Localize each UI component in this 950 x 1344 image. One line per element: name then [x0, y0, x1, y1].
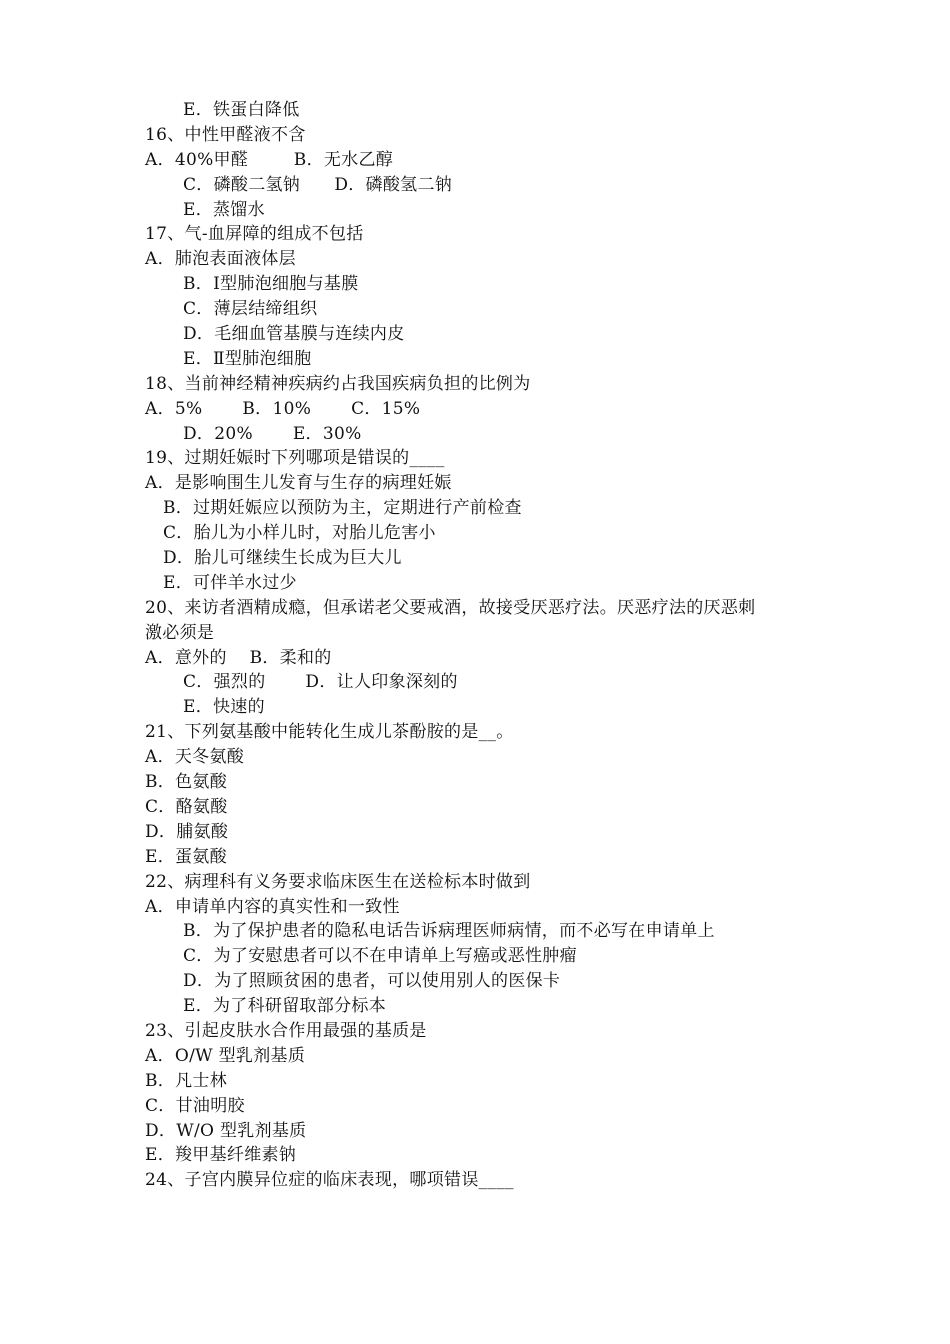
answer-option-line: B．为了保护患者的隐私电话告诉病理医师病情，而不必写在申请单上: [183, 921, 715, 942]
answer-option-line: A．肺泡表面液体层: [145, 249, 296, 270]
question-stem: 22、病理科有义务要求临床医生在送检标本时做到: [145, 871, 531, 892]
answer-option-line: A．O/W 型乳剂基质: [145, 1045, 306, 1066]
answer-option-line: D．为了照顾贫困的患者，可以使用别人的医保卡: [183, 971, 561, 992]
answer-option-line: A．天冬氨酸: [145, 747, 245, 768]
answer-option-line: B．凡士林: [145, 1070, 227, 1091]
question-stem: 20、来访者酒精成瘾，但承诺老父要戒酒，故接受厌恶疗法。厌恶疗法的厌恶刺: [145, 597, 756, 618]
answer-option-line: B．过期妊娠应以预防为主，定期进行产前检查: [163, 498, 522, 519]
question-stem: 23、引起皮肤水合作用最强的基质是: [145, 1020, 427, 1041]
answer-option-line: C．磷酸二氢钠 D．磷酸氢二钠: [183, 174, 453, 195]
answer-option-line: A．是影响围生儿发育与生存的病理妊娠: [145, 473, 452, 494]
answer-option-line: E．可伴羊水过少: [163, 572, 297, 593]
answer-option-line: E．蛋氨酸: [145, 846, 227, 867]
answer-option-line: C．为了安慰患者可以不在申请单上写癌或恶性肿瘤: [183, 946, 577, 967]
question-stem: 18、当前神经精神疾病约占我国疾病负担的比例为: [145, 373, 531, 394]
answer-option-line: D．W/O 型乳剂基质: [145, 1120, 307, 1141]
answer-option-line: D．胎儿可继续生长成为巨大儿: [163, 548, 402, 569]
answer-option-line: C．酪氨酸: [145, 796, 228, 817]
answer-option-line: E．蒸馏水: [183, 199, 265, 220]
answer-option-line: E．快速的: [183, 697, 265, 718]
answer-option-line: B．色氨酸: [145, 772, 227, 793]
question-stem: 17、气-血屏障的组成不包括: [145, 224, 364, 245]
answer-option-line: A．申请单内容的真实性和一致性: [145, 896, 400, 917]
question-stem: 24、子宫内膜异位症的临床表现，哪项错误____: [145, 1170, 514, 1191]
answer-option-line: A．意外的 B．柔和的: [145, 647, 332, 668]
question-stem: 16、中性甲醛液不含: [145, 124, 306, 145]
answer-option-line: C．胎儿为小样儿时，对胎儿危害小: [163, 523, 436, 544]
answer-option-line: B．Ⅰ型肺泡细胞与基膜: [183, 274, 359, 295]
question-stem: 21、下列氨基酸中能转化生成儿茶酚胺的是__。: [145, 722, 514, 743]
answer-option-line: C．强烈的 D．让人印象深刻的: [183, 672, 458, 693]
answer-option-line: C．甘油明胶: [145, 1095, 245, 1116]
answer-option-line: D．20% E．30%: [183, 423, 362, 444]
answer-option-line: D．毛细血管基膜与连续内皮: [183, 324, 405, 345]
answer-option-line: A．5% B．10% C．15%: [145, 398, 421, 419]
answer-option-line: E．铁蛋白降低: [183, 100, 300, 120]
answer-option-line: E．为了科研留取部分标本: [183, 996, 387, 1017]
answer-option-line: E．羧甲基纤维素钠: [145, 1145, 297, 1166]
answer-option-line: C．薄层结缔组织: [183, 299, 318, 320]
answer-option-line: D．脯氨酸: [145, 821, 229, 842]
answer-option-line: E．Ⅱ型肺泡细胞: [183, 348, 312, 369]
question-stem: 19、过期妊娠时下列哪项是错误的____: [145, 448, 445, 469]
answer-option-line: 激必须是: [145, 622, 215, 643]
question-list: [145, 98, 845, 1193]
answer-option-line: A．40%甲醛 B．无水乙醇: [145, 149, 394, 170]
